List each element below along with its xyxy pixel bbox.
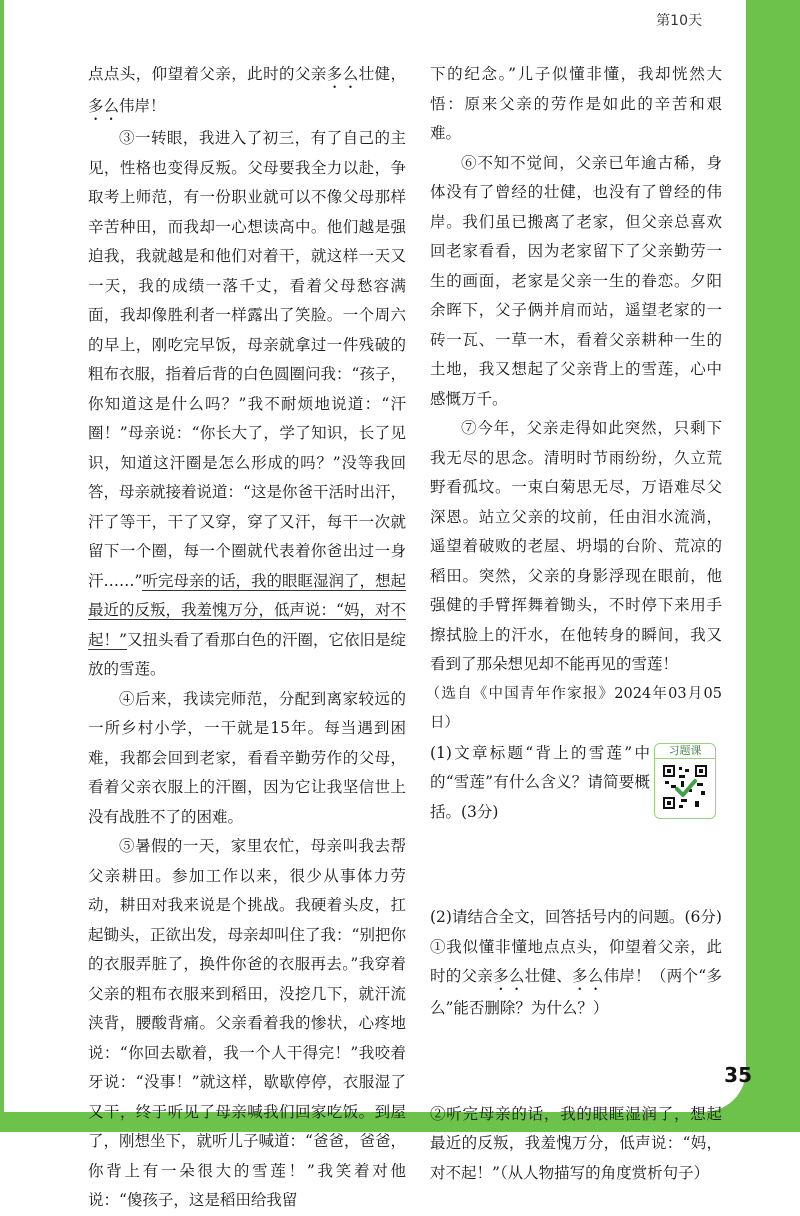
paragraph-2-end	[88, 60, 406, 124]
paragraph-5-cont: 下的纪念。”儿子似懂非懂，我却恍然大悟：原来父亲的劳作是如此的辛苦和艰难。	[430, 65, 722, 142]
right-column	[425, 60, 722, 1188]
qr-code-icon	[661, 763, 709, 811]
emphasis-duome-1: 多么	[326, 65, 359, 83]
answer-space-1	[430, 827, 722, 903]
question-2-2: ②听完母亲的话，我的眼眶湿润了，想起最近的反叛，我羞愧万分，低声说：“妈，对不起！”（从人物描写的角度赏析句子）	[430, 1104, 722, 1182]
text-run: ①我似懂非懂地点点头，仰望着父亲，此时的父亲	[430, 937, 722, 985]
question-2-heading: (2)请结合全文，回答括号内的问题。(6分)	[430, 908, 722, 926]
text-run: 点点头，仰望着父亲，此时的父亲	[88, 65, 327, 83]
paragraph-3	[88, 124, 406, 685]
left-column	[88, 60, 406, 1216]
emphasis-duome-2: 多么	[88, 97, 120, 115]
source-citation: （选自《中国青年作家报》2024年03月05日）	[425, 685, 722, 731]
paragraph-5: ⑤暑假的一天，家里农忙，母亲叫我去帮父亲耕田。参加工作以来，很少从事体力劳动，耕田对我来说是个挑战。我硬着头皮，扛起锄头，正欲出发，母亲却叫住了我：“别把你的衣服弄脏了，换件你爸的衣服再去。”我穿着父亲的粗布衣服来到稻田，没挖几下，就汗流浃背，腰酸背痛。父亲看着我的惨状，心疼地说：“你回去歇着，我一个人干得完！”我咬着牙说：“没事！”就这样，歇歇停停，衣服湿了又干，终于听见了母亲喊我们回家吃饭。到屋了，刚想坐下，就听儿子喊道：“爸爸，爸爸，你背上有一朵很大的雪莲！”我笑着对他说：“傻孩子，这是稻田给我留	[88, 837, 406, 1209]
qr-code-card[interactable]	[654, 743, 716, 819]
qr-label: 习题课	[655, 744, 715, 759]
text-run: 又扭头看了看那白色的汗圈，它依旧是绽放的雪莲。	[88, 630, 406, 678]
text-run: 壮健，	[358, 65, 406, 83]
day-tab: 第10天	[656, 13, 702, 29]
emphasis-duome-1: 多么	[493, 967, 525, 985]
answer-space-2	[430, 1024, 722, 1100]
question-2-1	[430, 933, 722, 1024]
paragraph-6: ⑥不知不觉间，父亲已年逾古稀，身体没有了曾经的壮健，也没有了曾经的伟岸。我们虽已搬离了老家，但父亲总喜欢回老家看看，因为老家留下了父亲勤劳一生的画面，老家是父亲一生的眷恋。夕阳余晖下，父子俩并肩而站，遥望老家的一砖一瓦、一草一木，看着父亲耕种一生的土地，我又想起了父亲背上的雪莲，心中感慨万千。	[430, 153, 722, 408]
text-run: 壮健、	[524, 967, 573, 985]
emphasis-duome-2: 多么	[572, 967, 604, 985]
question-1-text: (1)文章标题“背上的雪莲”中的“雪莲”有什么含义？请简要概括。(3分)	[430, 743, 650, 821]
paragraph-4: ④后来，我读完师范，分配到离家较远的一所乡村小学，一干就是15年。每当遇到困难，我都会回到老家，看看辛勤劳作的父母，看着父亲衣服上的汗圈，因为它让我坚信世上没有战胜不了的困难。	[88, 689, 406, 826]
text-run: 伟岸！	[119, 97, 166, 115]
text-run: 伟岸！（两个“多么”能否删除？为什么？）	[430, 967, 722, 1017]
page-number: 35	[724, 1063, 752, 1087]
paragraph-7: ⑦今年，父亲走得如此突然，只剩下我无尽的思念。清明时节雨纷纷，久立荒野看孤坟。一束白菊思无尽，万语难尽父深恩。站立父亲的坟前，任由泪水流淌，遥望着破败的老屋、坍塌的台阶、荒凉的稻田。突然，父亲的身影浮现在眼前，他强健的手臂挥舞着锄头，不时停下来用手擦拭脸上的汗水，在他转身的瞬间，我又看到了那朵想见却不能再见的雪莲！	[430, 419, 722, 673]
question-1	[430, 739, 722, 828]
text-run: ③一转眼，我进入了初三，有了自己的主见，性格也变得反叛。父母要我全力以赴，争取考上师范，有一份职业就可以不像父母那样辛苦种田，而我却一心想读高中。他们越是强迫我，我就越是和他们对着干，就这样一天又一天，我的成绩一落千丈，看着父母愁容满面，我却像胜利者一样露出了笑脸。一个周六的早上，刚吃完早饭，母亲就拿过一件残破的粗布衣服，指着后背的白色圆圈问我：“孩子，你知道这是什么吗？”我不耐烦地说道：“汗圈！”母亲说：“你长大了，学了知识，长了见识，知道这汗圈是怎么形成的吗？”没等我回答，母亲就接着说道：“这是你爸干活时出汗，汗了等干，干了又穿，穿了又汗，每干一次就留下一个圈，每一个圈就代表着你爸出过一身汗……”	[88, 129, 406, 590]
underlined-sentence: 听完母亲的话，我的眼眶湿润了，想起最近的反叛，我羞愧万分，低声说：“妈，对不起！”	[88, 571, 406, 649]
